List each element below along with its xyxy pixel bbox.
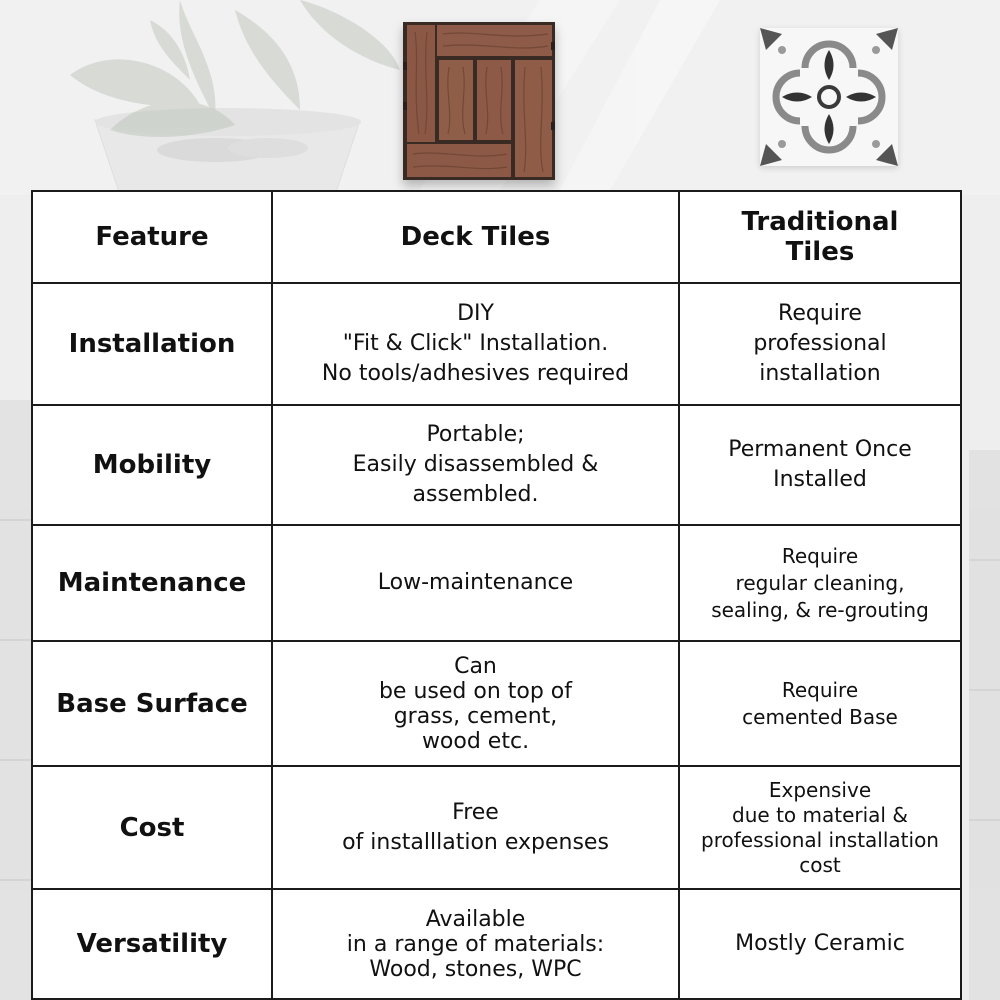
- table-row: [32, 889, 961, 999]
- comparison-table: [31, 190, 962, 1000]
- wood-deck-tile-icon: [403, 22, 555, 180]
- table-row: [32, 641, 961, 766]
- traditional-versatility: Mostly Ceramic: [679, 889, 961, 999]
- ornamental-ceramic-tile-icon: [760, 28, 898, 166]
- feature-mobility: Mobility: [32, 405, 272, 525]
- feature-base-surface: Base Surface: [32, 641, 272, 766]
- deck-base-surface: Can be used on top of grass, cement, wood etc.: [272, 641, 679, 766]
- traditional-installation: Require professional installation: [679, 283, 961, 405]
- table-row: [32, 525, 961, 641]
- deck-cost: Free of installlation expenses: [272, 766, 679, 889]
- header-traditional-tiles: Traditional Tiles: [679, 191, 961, 283]
- table-row: [32, 766, 961, 889]
- traditional-mobility: Permanent Once Installed: [679, 405, 961, 525]
- traditional-base-surface: Require cemented Base: [679, 641, 961, 766]
- header-deck-tiles: Deck Tiles: [272, 191, 679, 283]
- feature-maintenance: Maintenance: [32, 525, 272, 641]
- header-feature: Feature: [32, 191, 272, 283]
- table-row: [32, 283, 961, 405]
- feature-cost: Cost: [32, 766, 272, 889]
- traditional-cost: Expensive due to material & professional installation cost: [679, 766, 961, 889]
- deck-mobility: Portable; Easily disassembled & assembled.: [272, 405, 679, 525]
- feature-versatility: Versatility: [32, 889, 272, 999]
- deck-versatility: Available in a range of materials: Wood, stones, WPC: [272, 889, 679, 999]
- traditional-maintenance: Require regular cleaning, sealing, & re-grouting: [679, 525, 961, 641]
- table-header-row: [32, 191, 961, 283]
- deck-maintenance: Low-maintenance: [272, 525, 679, 641]
- feature-installation: Installation: [32, 283, 272, 405]
- deck-installation: DIY "Fit & Click" Installation. No tools/adhesives required: [272, 283, 679, 405]
- table-row: [32, 405, 961, 525]
